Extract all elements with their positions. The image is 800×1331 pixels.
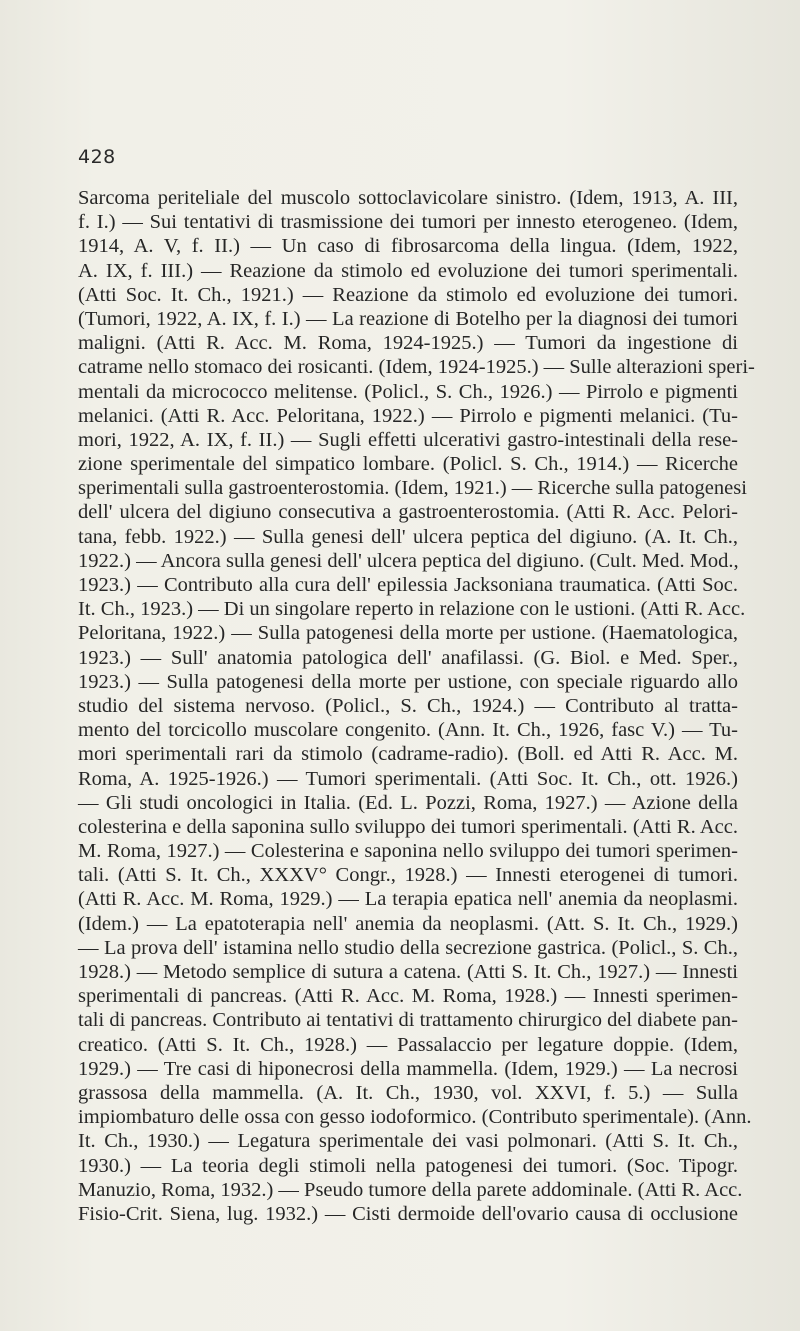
text-line: studio del sistema nervoso. (Policl., S. Ch., 1924.) — Contributo al tratta-: [78, 694, 738, 717]
text-line: 1930.) — La teoria degli stimoli nella patogenesi dei tumori. (Soc. Tipogr.: [78, 1154, 738, 1177]
text-line: mori sperimentali rari da stimolo (cadrame-radio). (Boll. ed Atti R. Acc. M.: [78, 743, 738, 766]
text-line: grassosa della mammella. (A. It. Ch., 1930, vol. XXVI, f. 5.) — Sulla: [78, 1081, 738, 1104]
text-line: 1922.) — Ancora sulla genesi dell' ulcera peptica del digiuno. (Cult. Med. Mod.,: [78, 549, 739, 572]
text-line: f. I.) — Sui tentativi di trasmissione dei tumori per innesto eterogeneo. (Idem,: [78, 211, 738, 234]
body-text: [78, 186, 755, 1226]
text-line: (Atti Soc. It. Ch., 1921.) — Reazione da stimolo ed evoluzione dei tumori.: [78, 283, 738, 306]
text-line: 1923.) — Sull' anatomia patologica dell' anafilassi. (G. Biol. e Med. Sper.,: [78, 646, 738, 669]
text-line: impiombaturo delle ossa con gesso iodoformico. (Contributo sperimentale). (Ann.: [78, 1106, 752, 1129]
text-line: sperimentali di pancreas. (Atti R. Acc. M. Roma, 1928.) — Innesti sperimen-: [78, 985, 738, 1008]
text-line: catrame nello stomaco dei rosicanti. (Idem, 1924-1925.) — Sulle alterazioni speri-: [78, 356, 755, 379]
text-line: Roma, A. 1925-1926.) — Tumori sperimentali. (Atti Soc. It. Ch., ott. 1926.): [78, 767, 738, 790]
text-line: colesterina e della saponina sullo sviluppo dei tumori sperimentali. (Atti R. Acc.: [78, 815, 738, 838]
text-line: tali di pancreas. Contributo ai tentativi di trattamento chirurgico del diabete pan-: [78, 1009, 738, 1032]
text-line: 1929.) — Tre casi di hiponecrosi della mammella. (Idem, 1929.) — La necrosi: [78, 1057, 738, 1080]
text-line: It. Ch., 1923.) — Di un singolare reperto in relazione con le ustioni. (Atti R. Acc.: [78, 598, 746, 621]
text-line: (Atti R. Acc. M. Roma, 1929.) — La terapia epatica nell' anemia da neoplasmi.: [78, 888, 738, 911]
text-line: 1928.) — Metodo semplice di sutura a catena. (Atti S. It. Ch., 1927.) — Innesti: [78, 961, 738, 983]
text-line: 1914, A. V, f. II.) — Un caso di fibrosarcoma della lingua. (Idem, 1922,: [78, 235, 738, 258]
text-line: A. IX, f. III.) — Reazione da stimolo ed evoluzione dei tumori sperimentali.: [78, 259, 738, 282]
text-line: mentali da micrococco melitense. (Policl., S. Ch., 1926.) — Pirrolo e pigmenti: [78, 380, 738, 403]
page-number: 428: [78, 146, 116, 168]
text-line: (Tumori, 1922, A. IX, f. I.) — La reazione di Botelho per la diagnosi dei tumori: [78, 307, 738, 330]
text-line: mento del torcicollo muscolare congenito. (Ann. It. Ch., 1926, fasc V.) — Tu-: [78, 719, 738, 742]
text-line: maligni. (Atti R. Acc. M. Roma, 1924-1925.) — Tumori da ingestione di: [78, 332, 738, 355]
text-line: — La prova dell' istamina nello studio della secrezione gastrica. (Policl., S. Ch.,: [78, 936, 738, 959]
text-line: creatico. (Atti S. It. Ch., 1928.) — Passalaccio per legature doppie. (Idem,: [78, 1033, 738, 1056]
text-line: 1923.) — Contributo alla cura dell' epilessia Jacksoniana traumatica. (Atti Soc.: [78, 574, 738, 596]
text-line: sperimentali sulla gastroenterostomia. (Idem, 1921.) — Ricerche sulla patogenesi: [78, 477, 747, 500]
text-line: melanici. (Atti R. Acc. Peloritana, 1922.) — Pirrolo e pigmenti melanici. (Tu-: [78, 404, 738, 427]
text-line: It. Ch., 1930.) — Legatura sperimentale dei vasi polmonari. (Atti S. It. Ch.,: [78, 1130, 738, 1153]
text-line: tana, febb. 1922.) — Sulla genesi dell' ulcera peptica del digiuno. (A. It. Ch.,: [78, 525, 738, 548]
text-line: — Gli studi oncologici in Italia. (Ed. L. Pozzi, Roma, 1927.) — Azione della: [78, 791, 738, 814]
text-line: zione sperimentale del simpatico lombare. (Policl. S. Ch., 1914.) — Ricerche: [78, 453, 738, 476]
text-line: dell' ulcera del digiuno consecutiva a gastroenterostomia. (Atti R. Acc. Pelori-: [78, 501, 738, 524]
text-line: Manuzio, Roma, 1932.) — Pseudo tumore della parete addominale. (Atti R. Acc.: [78, 1178, 743, 1201]
text-line: Sarcoma periteliale del muscolo sottoclavicolare sinistro. (Idem, 1913, A. III,: [78, 187, 738, 209]
text-line: mori, 1922, A. IX, f. II.) — Sugli effetti ulcerativi gastro-intestinali della rese-: [78, 428, 738, 451]
text-line: Fisio-Crit. Siena, lug. 1932.) — Cisti dermoide dell'ovario causa di occlusione: [78, 1202, 738, 1225]
text-line: M. Roma, 1927.) — Colesterina e saponina nello sviluppo dei tumori sperimen-: [78, 840, 738, 863]
text-line: tali. (Atti S. It. Ch., XXXV° Congr., 1928.) — Innesti eterogenei di tumori.: [78, 864, 738, 887]
text-line: Peloritana, 1922.) — Sulla patogenesi della morte per ustione. (Haematologica,: [78, 622, 738, 645]
text-line: (Idem.) — La epatoterapia nell' anemia da neoplasmi. (Att. S. It. Ch., 1929.): [78, 912, 738, 935]
text-line: 1923.) — Sulla patogenesi della morte per ustione, con speciale riguardo allo: [78, 670, 738, 693]
